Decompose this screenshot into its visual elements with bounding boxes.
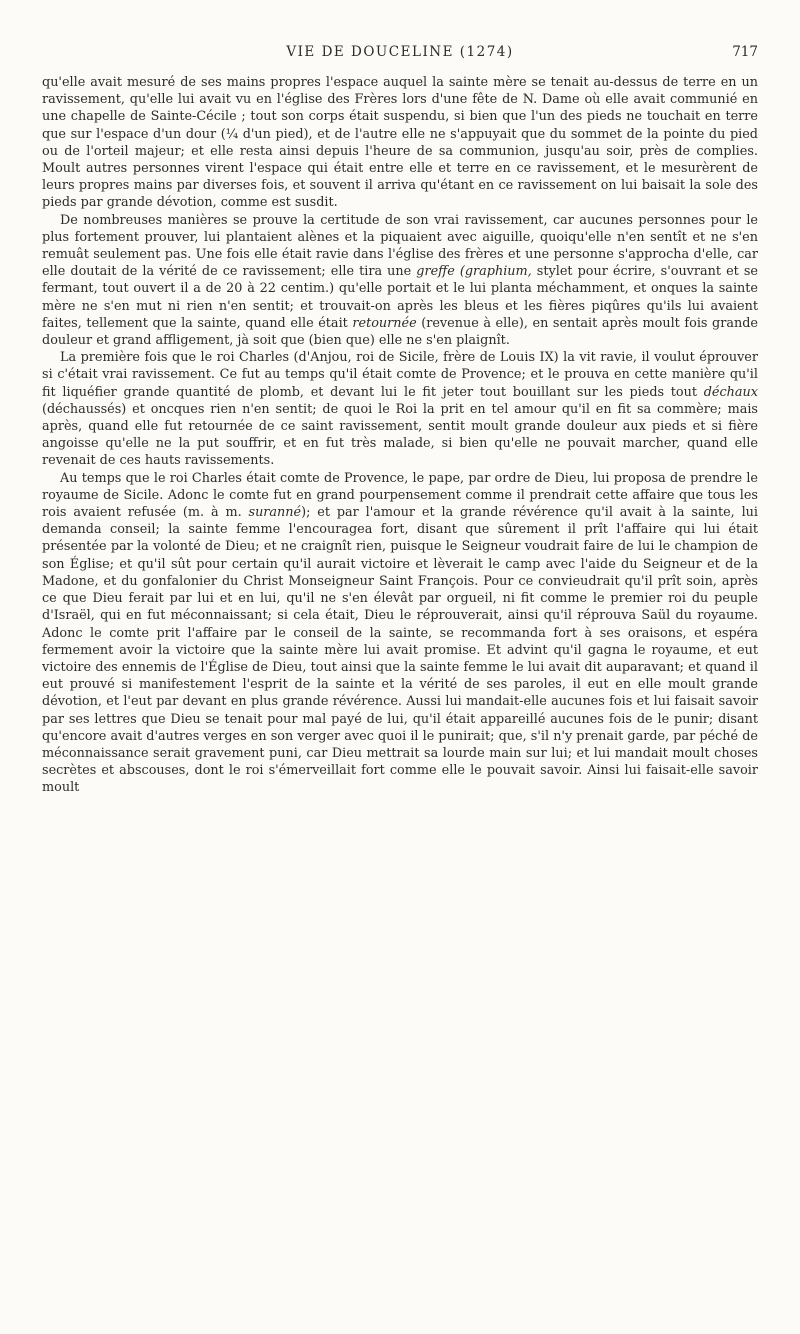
running-title: VIE DE DOUCELINE (1274) xyxy=(286,44,514,60)
paragraph xyxy=(42,470,758,797)
paragraph xyxy=(42,212,758,350)
paragraph xyxy=(42,349,758,469)
text-run: La première fois que le roi Charles (d'Anjou, roi de Sicile, frère de Louis IX) la vit ravie, il voulut éprouver si c'était vrai ravissement. Ce fut au temps qu'il était comte de Provence; et le prouva en cette manière qu'il fit liquéfier grande quantité de plomb, et devant lui le fit jeter tout bouillant sur les pieds tout xyxy=(42,350,758,400)
italic-term: déchaux xyxy=(703,384,758,400)
text-run: (déchaussés) et oncques rien n'en sentit; de quoi le Roi la prit en tel amour qu'il en fit sa commère; mais après, quand elle fut retournée de ce saint ravissement, sentit moult grande douleur aux pieds et si fière angoisse qu'elle ne la put souffrir, et en fut très malade, si bien qu'elle ne pouvait marcher, quand elle revenait de ces hauts ravissements. xyxy=(42,401,758,469)
text-run: ); et par l'amour et la grande révérence qu'il avait à la sainte, lui demanda conseil; la sainte femme l'encouragea fort, disant que sûrement il prît l'affaire qui lui était présentée par la volonté de Dieu; et ne craignît rien, puisque le Seigneur voudrait faire de lui le champion de son Église; et qu'il sût pour certain qu'il aurait victoire et lèverait le camp avec l'aide du Seigneur et de la Madone, et du gonfalonier du Christ Monseigneur Saint François. Pour ce convieudrait qu'il prît soin, après ce que Dieu ferait par lui et en lui, qu'il ne s'en élevât par orgueil, ni fit comme le premier roi du peuple d'Israël, qui en fut méconnaissant; si cela était, Dieu le réprouverait, ainsi qu'il réprouva Saül du royaume. Adonc le comte prit l'affaire par le conseil de la sainte, se recommanda fort à ses oraisons, et espéra fermement avoir la victoire que la sainte mère lui avait promise. Et advint qu'il gagna le royaume, et eut victoire des ennemis de l'Église de Dieu, tout ainsi que la sainte femme le lui avait dit auparavant; et quand il eut prouvé si manifestement l'esprit de la sainte et la vérité de ses paroles, il eut en elle moult grande dévotion, et l'eut par devant en plus grande révérence. Aussi lui mandait-elle aucunes fois et lui faisait savoir par ses lettres que Dieu se tenait pour mal payé de lui, qu'il était appareillé aucunes fois de le punir; disant qu'encore avait d'autres verges en son verger avec quoi il le punirait; que, s'il n'y prenait garde, par péché de méconnaissance serait gravement puni, car Dieu mettrait sa lourde main sur lui; et lui mandait moult choses secrètes et abscouses, dont le roi s'émerveillait fort comme elle le pouvait savoir. Ainsi lui faisait-elle savoir moult xyxy=(42,505,758,796)
text-run: De nombreuses manières se prouve la certitude de son vrai ravissement, car aucunes personnes pour le plus fortement prouver, lui plantaient alènes et la piquaient avec aiguille, quoiqu'elle n'en sentît et ne s'en remuât seulement pas. Une fois elle était ravie dans l'église des frères et une personne s'approcha d'elle, car elle doutait de la vérité de ce ravissement; elle tira une xyxy=(42,212,758,280)
text-run: stylet pour écrire, s'ouvrant et se fermant, tout ouvert il a de 20 à 22 centim.) qu'elle portait et le lui planta méchamment, et onques la sainte mère ne s'en mut ni rien n'en sentit; et trouvait-on après les bleus et les fières piqûres qu'ils lui avaient faites, tellement que la sainte, quand elle était xyxy=(42,264,758,331)
paragraph xyxy=(42,74,758,212)
text-run: (revenue à elle), en sentait après moult fois grande douleur et grand affligement, jà soit que (bien que) elle ne s'en plaignît. xyxy=(42,315,758,349)
text-run: Au temps que le roi Charles était comte de Provence, le pape, par ordre de Dieu, lui proposa de prendre le royaume de Sicile. Adonc le comte fut en grand pourpensement comme il prendrait cette affaire que tous les rois avaient refusée (m. à m. xyxy=(42,470,758,521)
page-header xyxy=(42,44,758,66)
italic-term: retournée xyxy=(352,315,417,331)
italic-term: greffe (graphium, xyxy=(416,264,532,280)
page-number: 717 xyxy=(732,44,758,60)
text-run: qu'elle avait mesuré de ses mains propres l'espace auquel la sainte mère se tenait au-dessus de terre en un ravissement, qu'elle lui avait vu en l'église des Frères lors d'une fête de N. Dame où elle avait communié en une chapelle de Sainte-Cécile ; tout son corps était suspendu, si bien que l'un des pieds ne touchait en terre que sur l'espace d'un dour (¼ d'un pied), et de l'autre elle ne s'appuyait que du sommet de la pointe du pied ou de l'orteil majeur; et elle resta ainsi depuis l'heure de sa communion, jusqu'au soir, près de complies. Moult autres personnes virent l'espace qui était entre elle et terre en ce ravissement, et le mesurèrent de leurs propres mains par diverses fois, et souvent il arriva qu'étant en ce ravissement on lui baisait la sole des pieds par grande dévotion, comme est susdit. xyxy=(42,75,758,211)
italic-term: suranné xyxy=(248,505,302,521)
body-text xyxy=(42,74,758,797)
